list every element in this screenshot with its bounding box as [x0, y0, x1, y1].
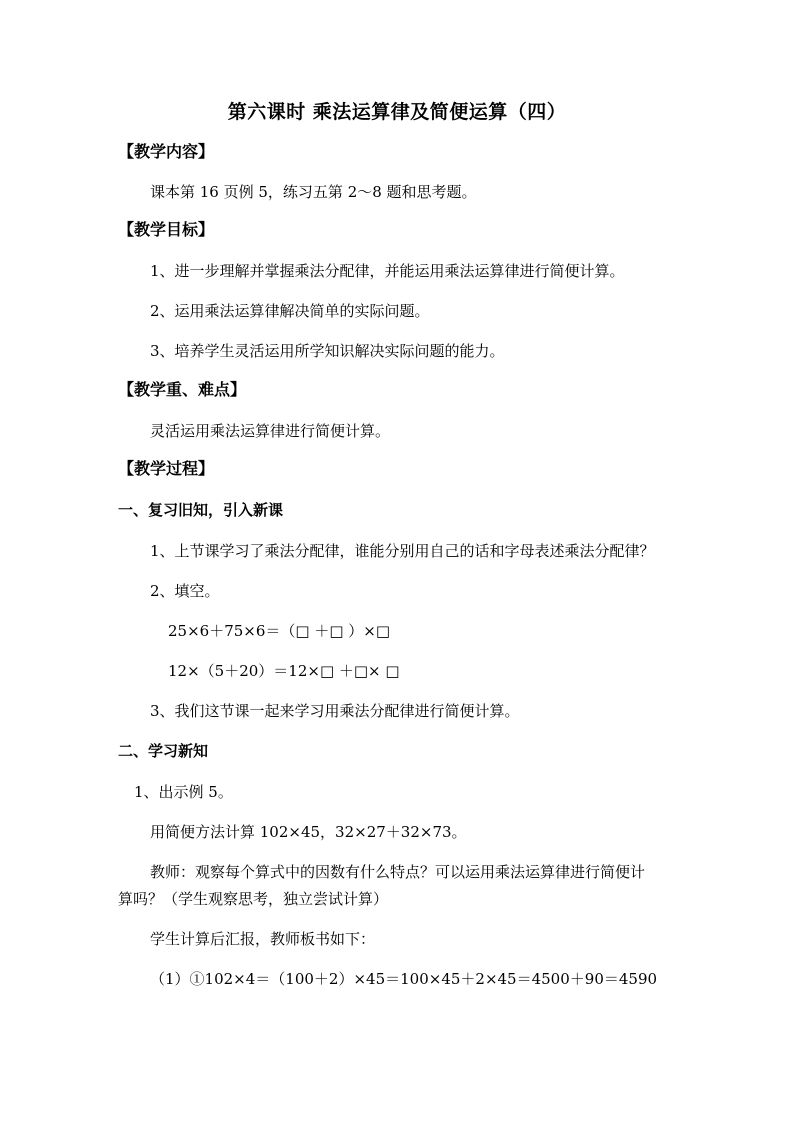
part1-heading: 一、复习旧知，引入新课: [118, 501, 284, 519]
goal-item: 2、运用乘法运算律解决简单的实际问题。: [150, 302, 430, 320]
part1-line: 25×6＋75×6＝（□ ＋□ ）×□: [168, 622, 391, 640]
goal-item: 3、培养学生灵活运用所学知识解决实际问题的能力。: [150, 342, 505, 360]
part1-line: 1、上节课学习了乘法分配律，谁能分别用自己的话和字母表述乘法分配律？: [150, 542, 655, 560]
part1-line: 2、填空。: [150, 582, 220, 600]
section-heading-content: 【教学内容】: [118, 142, 215, 161]
part1-line: 12×（5＋20）＝12×□ ＋□× □: [168, 662, 400, 680]
part2-line: 1、出示例 5。: [134, 783, 233, 801]
part1-line: 3、我们这节课一起来学习用乘法分配律进行简便计算。: [150, 702, 520, 720]
section-heading-process: 【教学过程】: [118, 459, 215, 478]
part2-heading: 二、学习新知: [118, 742, 209, 760]
goal-item: 1、进一步理解并掌握乘法分配律，并能运用乘法运算律进行简便计算。: [150, 262, 625, 280]
key-text: 灵活运用乘法运算律进行简便计算。: [150, 422, 391, 440]
part2-line: （1）①102×4＝（100＋2）×45＝100×45＋2×45＝4500＋90＝4590: [150, 970, 658, 988]
part2-line: 学生计算后汇报，教师板书如下：: [150, 930, 376, 948]
part2-line: 算吗？（学生观察思考，独立尝试计算）: [118, 890, 389, 908]
part2-line: 教师：观察每个算式中的因数有什么特点？可以运用乘法运算律进行简便计: [150, 863, 646, 881]
section-heading-key: 【教学重、难点】: [118, 380, 247, 399]
page-title: 第六课时 乘法运算律及简便运算（四）: [227, 101, 567, 123]
part2-line: 用简便方法计算 102×45，32×27＋32×73。: [150, 823, 467, 841]
content-text: 课本第 16 页例 5，练习五第 2～8 题和思考题。: [150, 183, 477, 201]
section-heading-goals: 【教学目标】: [118, 220, 215, 239]
